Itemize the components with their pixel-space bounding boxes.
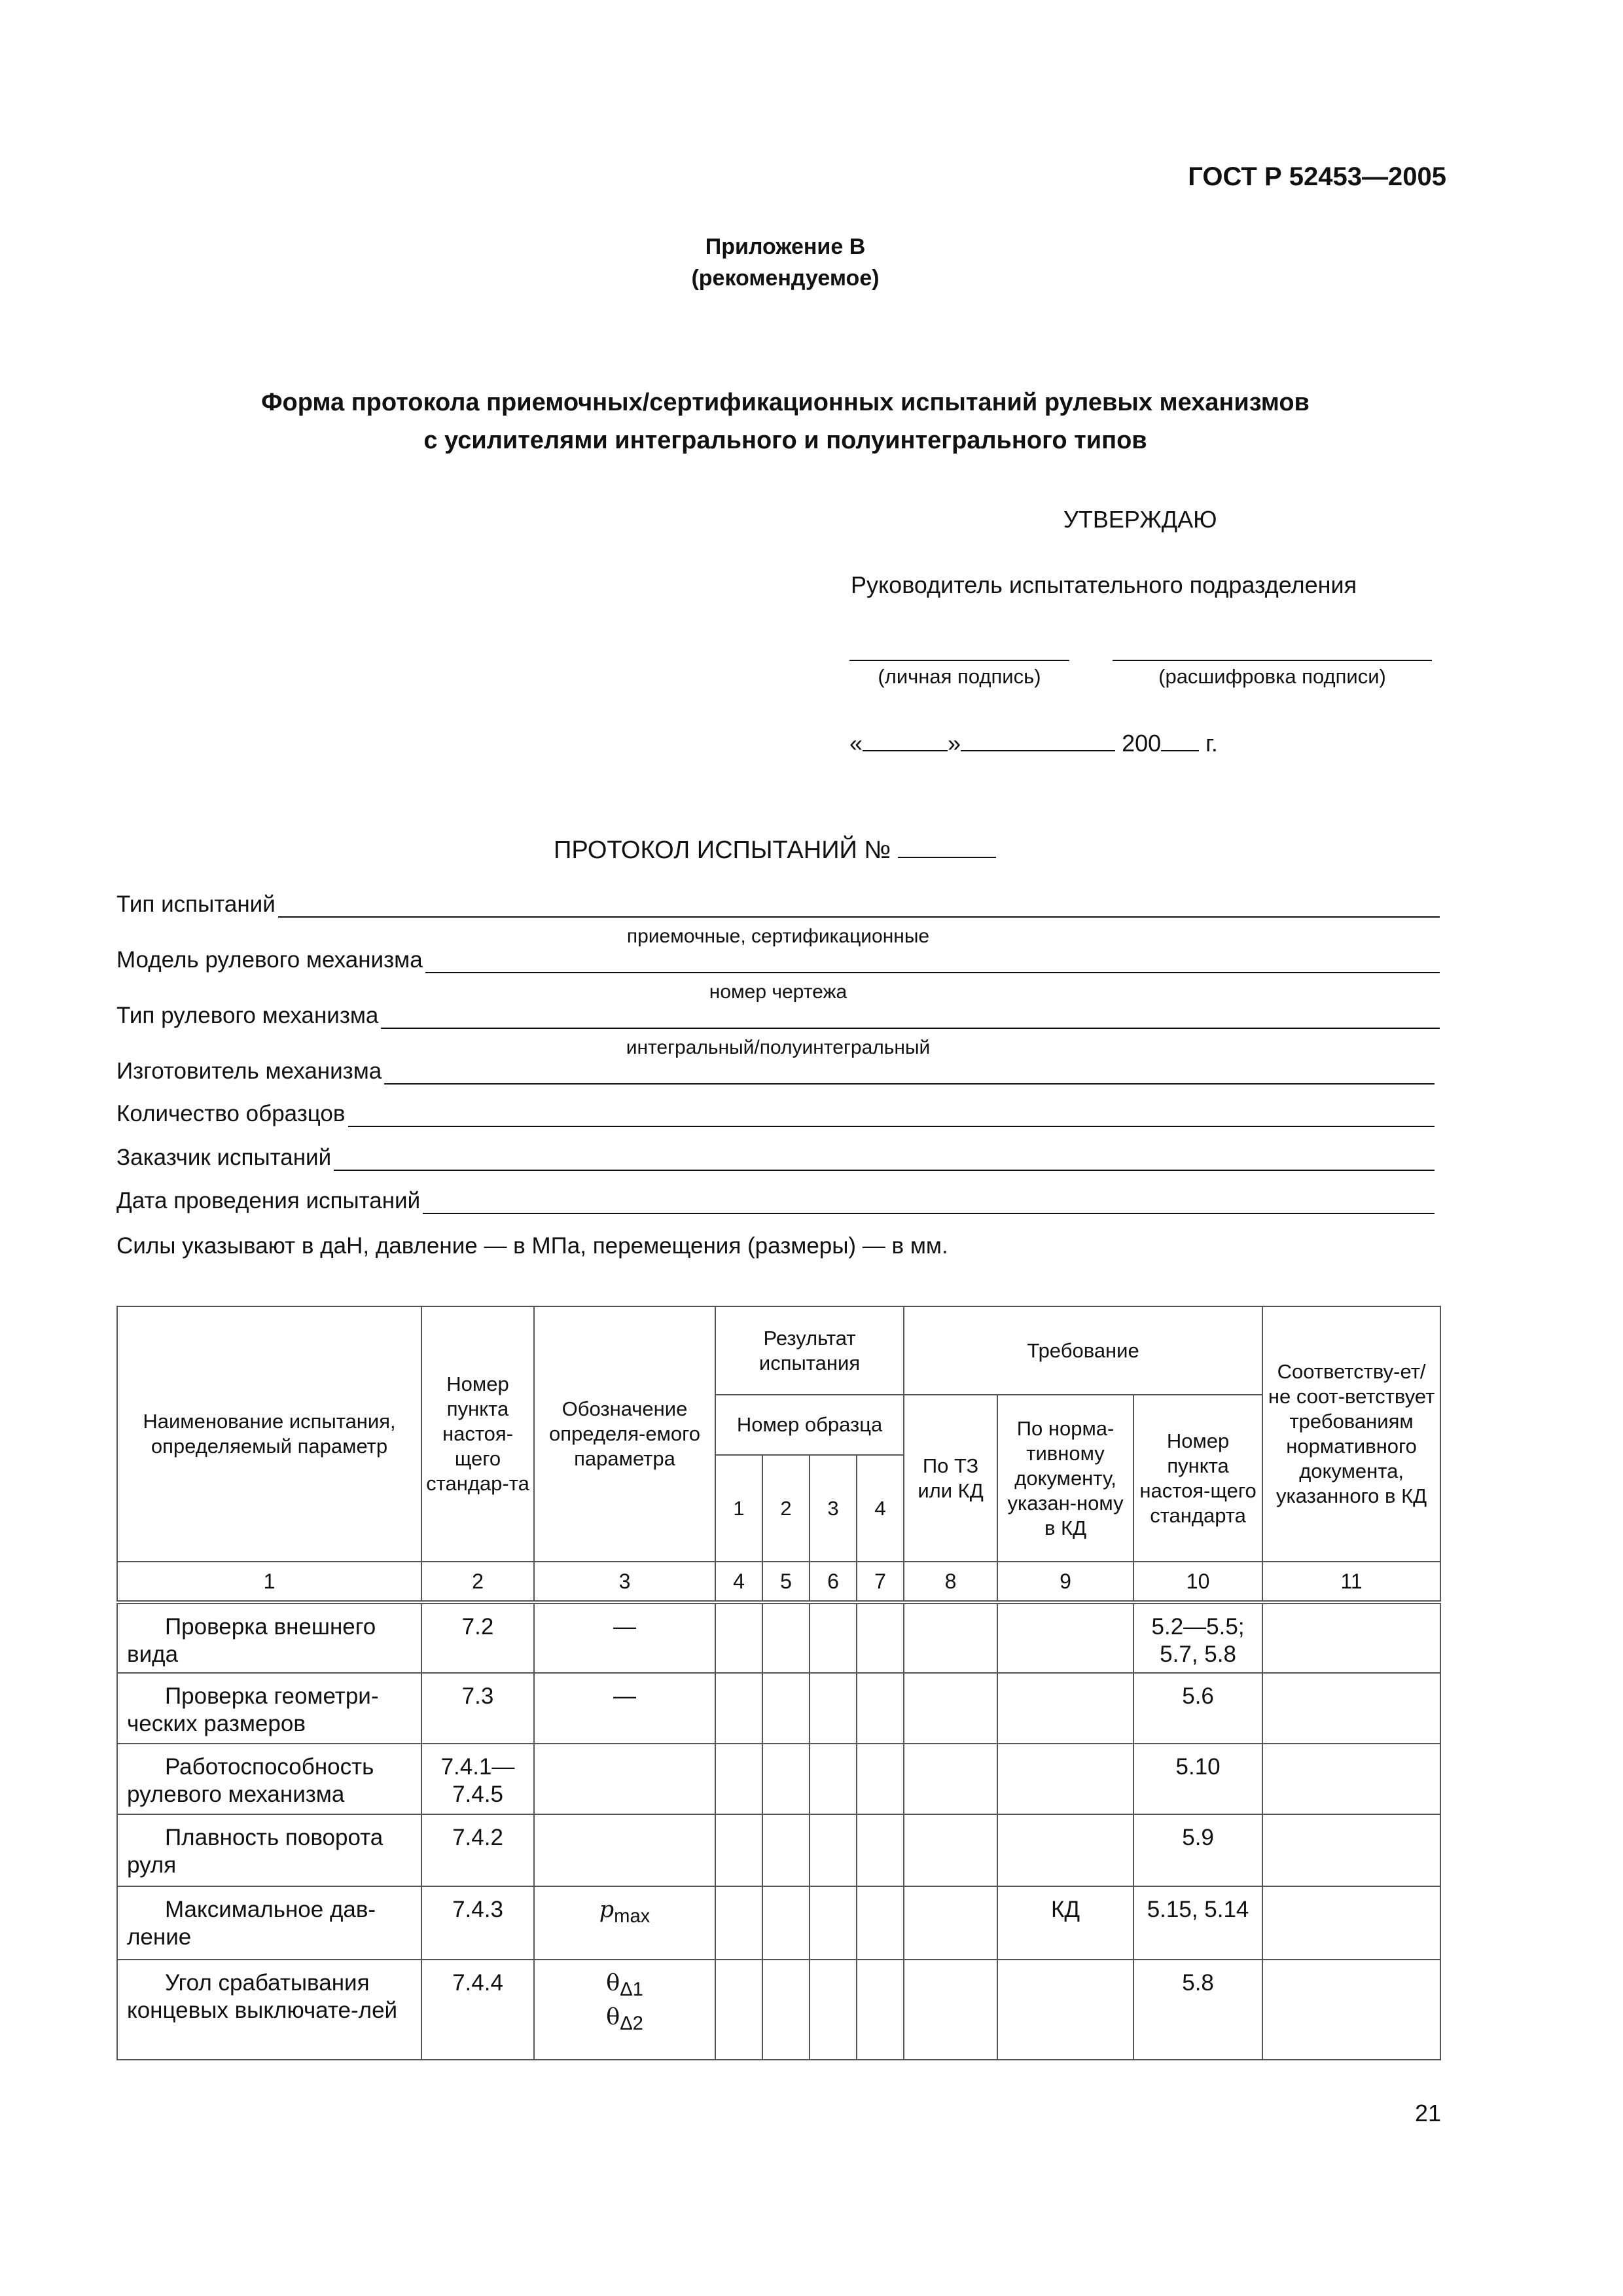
field-blank[interactable]: [423, 1189, 1435, 1214]
field-label: Модель рулевого механизма: [116, 947, 423, 973]
column-number: 9: [997, 1562, 1133, 1602]
year-prefix: 200: [1122, 730, 1162, 757]
sample-4-cell[interactable]: [857, 1673, 904, 1744]
field-label: Количество образцов: [116, 1101, 346, 1126]
clause-cell: 7.4.1— 7.4.5: [421, 1744, 534, 1814]
protocol-number-blank[interactable]: [898, 834, 996, 858]
field-label: Изготовитель механизма: [116, 1058, 382, 1084]
by-norm-cell[interactable]: [997, 1814, 1133, 1886]
day-blank[interactable]: [863, 728, 948, 751]
field-blank[interactable]: [348, 1102, 1435, 1127]
test-name: Работоспособность рулевого механизма: [117, 1744, 421, 1814]
column-number: 7: [857, 1562, 904, 1602]
field-label: Тип рулевого механизма: [116, 1003, 379, 1028]
compliance-cell[interactable]: [1262, 1960, 1440, 2060]
month-blank[interactable]: [961, 728, 1115, 751]
sample-1-cell[interactable]: [715, 1744, 762, 1814]
header-sample-3: 3: [810, 1455, 857, 1562]
date-close-quote: »: [948, 730, 961, 757]
column-number: 4: [715, 1562, 762, 1602]
field-blank[interactable]: [334, 1146, 1435, 1171]
sample-4-cell[interactable]: [857, 1744, 904, 1814]
header-sample-1: 1: [715, 1455, 762, 1562]
sample-3-cell[interactable]: [810, 1602, 857, 1673]
std-clause-cell: 5.10: [1133, 1744, 1262, 1814]
header-sample-2: 2: [762, 1455, 810, 1562]
test-results-table: [116, 1306, 1441, 2060]
form-title-line-2: с усилителями интегрального и полуинтегрального типов: [423, 427, 1147, 454]
appendix-title: Приложение В: [705, 234, 866, 259]
field-blank[interactable]: [381, 1004, 1440, 1029]
by-norm-cell[interactable]: [997, 1744, 1133, 1814]
test-name: Угол срабатывания концевых выключате-лей: [117, 1960, 421, 2060]
clause-cell: 7.2: [421, 1602, 534, 1673]
appendix-status: (рекомендуемое): [691, 266, 880, 291]
designation-cell: —: [534, 1602, 715, 1673]
sample-3-cell[interactable]: [810, 1814, 857, 1886]
table-row: [117, 1744, 1440, 1814]
designation-cell: [534, 1744, 715, 1814]
table-row: [117, 1602, 1440, 1673]
sample-2-cell[interactable]: [762, 1814, 810, 1886]
clause-cell: 7.3: [421, 1673, 534, 1744]
test-name: Максимальное дав- ление: [117, 1886, 421, 1960]
year-blank[interactable]: [1161, 728, 1199, 751]
test-name: Проверка геометри- ческих размеров: [117, 1673, 421, 1744]
table-row: [117, 1814, 1440, 1886]
test-name: Проверка внешнего вида: [117, 1602, 421, 1673]
sample-4-cell[interactable]: [857, 1886, 904, 1960]
field-test-date[interactable]: [116, 1188, 1435, 1214]
column-number: 10: [1133, 1562, 1262, 1602]
sample-1-cell[interactable]: [715, 1814, 762, 1886]
signature-decoding-line[interactable]: [1113, 660, 1432, 661]
field-steering-model[interactable]: [116, 947, 1440, 973]
field-customer[interactable]: [116, 1145, 1435, 1171]
column-number: 6: [810, 1562, 857, 1602]
column-number: 11: [1262, 1562, 1440, 1602]
compliance-cell[interactable]: [1262, 1886, 1440, 1960]
sample-2-cell[interactable]: [762, 1602, 810, 1673]
sample-3-cell[interactable]: [810, 1960, 857, 2060]
by-tz-cell[interactable]: [904, 1814, 997, 1886]
std-clause-cell: 5.8: [1133, 1960, 1262, 2060]
field-manufacturer[interactable]: [116, 1058, 1435, 1085]
sample-3-cell[interactable]: [810, 1886, 857, 1960]
std-clause-cell: 5.2—5.5; 5.7, 5.8: [1133, 1602, 1262, 1673]
column-number-row: [117, 1562, 1440, 1602]
std-clause-cell: 5.15, 5.14: [1133, 1886, 1262, 1960]
compliance-cell[interactable]: [1262, 1744, 1440, 1814]
std-clause-cell: 5.6: [1133, 1673, 1262, 1744]
designation-cell: —: [534, 1673, 715, 1744]
column-number: 8: [904, 1562, 997, 1602]
header-sample-number: Номер образца: [715, 1395, 904, 1455]
header-requirement: Требование: [904, 1306, 1262, 1395]
sample-2-cell[interactable]: [762, 1744, 810, 1814]
sample-1-cell[interactable]: [715, 1602, 762, 1673]
sample-4-cell[interactable]: [857, 1602, 904, 1673]
field-label: Дата проведения испытаний: [116, 1188, 421, 1213]
sample-1-cell[interactable]: [715, 1673, 762, 1744]
by-tz-cell[interactable]: [904, 1673, 997, 1744]
header-test-name: Наименование испытания, определяемый параметр: [117, 1306, 421, 1562]
year-suffix: г.: [1205, 730, 1218, 757]
sample-1-cell[interactable]: [715, 1960, 762, 2060]
table-row: [117, 1960, 1440, 2060]
by-tz-cell[interactable]: [904, 1744, 997, 1814]
field-hint: интегральный/полуинтегральный: [626, 1037, 931, 1058]
sample-1-cell[interactable]: [715, 1886, 762, 1960]
field-hint: приемочные, сертификационные: [626, 925, 930, 947]
table-row: [117, 1886, 1440, 1960]
designation-cell: [534, 1814, 715, 1886]
by-norm-cell[interactable]: [997, 1673, 1133, 1744]
approval-date: [849, 728, 1218, 757]
field-sample-count[interactable]: [116, 1101, 1435, 1127]
table-row: [117, 1673, 1440, 1744]
clause-cell: 7.4.3: [421, 1886, 534, 1960]
sample-3-cell[interactable]: [810, 1744, 857, 1814]
sample-2-cell[interactable]: [762, 1886, 810, 1960]
units-note: Силы указывают в даН, давление — в МПа, перемещения (размеры) — в мм.: [116, 1233, 948, 1259]
compliance-cell[interactable]: [1262, 1602, 1440, 1673]
field-blank[interactable]: [384, 1060, 1435, 1085]
column-number: 3: [534, 1562, 715, 1602]
protocol-title-text: ПРОТОКОЛ ИСПЫТАНИЙ №: [554, 836, 891, 864]
approve-label: УТВЕРЖДАЮ: [1063, 506, 1217, 533]
by-norm-cell: КД: [997, 1886, 1133, 1960]
header-by-tz: По ТЗ или КД: [904, 1395, 997, 1562]
decoding-caption: (расшифровка подписи): [1158, 665, 1386, 688]
field-steering-type[interactable]: [116, 1003, 1440, 1029]
date-open-quote: «: [849, 730, 863, 757]
header-by-norm: По норма-тивному документу, указан-ному в КД: [997, 1395, 1133, 1562]
signature-line[interactable]: [849, 660, 1069, 661]
header-clause: Номер пункта настоя-щего стандар-та: [421, 1306, 534, 1562]
page-number: 21: [1414, 2100, 1441, 2126]
field-blank[interactable]: [278, 893, 1440, 918]
sample-3-cell[interactable]: [810, 1673, 857, 1744]
header-designation: Обозначение определя-емого параметра: [534, 1306, 715, 1562]
std-clause-cell: 5.9: [1133, 1814, 1262, 1886]
compliance-cell[interactable]: [1262, 1814, 1440, 1886]
by-tz-cell[interactable]: [904, 1602, 997, 1673]
field-label: Тип испытаний: [116, 891, 276, 917]
sample-2-cell[interactable]: [762, 1960, 810, 2060]
by-tz-cell[interactable]: [904, 1960, 997, 2060]
by-norm-cell[interactable]: [997, 1602, 1133, 1673]
header-sample-4: 4: [857, 1455, 904, 1562]
compliance-cell[interactable]: [1262, 1673, 1440, 1744]
by-norm-cell[interactable]: [997, 1960, 1133, 2060]
header-result: Результат испытания: [715, 1306, 904, 1395]
header-compliance: Соответству-ет/не соот-ветствует требованиям нормативного документа, указанного в КД: [1262, 1306, 1440, 1562]
sample-2-cell[interactable]: [762, 1673, 810, 1744]
column-number: 5: [762, 1562, 810, 1602]
test-name: Плавность поворота руля: [117, 1814, 421, 1886]
designation-cell: $\theta_{\Delta 1}$ $\theta_{\Delta 2}$: [534, 1960, 715, 2060]
field-test-type[interactable]: [116, 891, 1440, 918]
protocol-title: [554, 834, 996, 865]
field-hint: номер чертежа: [709, 981, 847, 1003]
sample-4-cell[interactable]: [857, 1814, 904, 1886]
clause-cell: 7.4.4: [421, 1960, 534, 2060]
column-number: 2: [421, 1562, 534, 1602]
clause-cell: 7.4.2: [421, 1814, 534, 1886]
header-clause-std: Номер пункта настоя-щего стандарта: [1133, 1395, 1262, 1562]
designation-cell: $p_{max}$: [534, 1886, 715, 1960]
field-label: Заказчик испытаний: [116, 1145, 332, 1170]
head-of-department: Руководитель испытательного подразделения: [851, 571, 1357, 598]
document-code: ГОСТ Р 52453—2005: [1188, 162, 1446, 191]
column-number: 1: [117, 1562, 421, 1602]
form-title-line-1: Форма протокола приемочных/сертификационных испытаний рулевых механизмов: [261, 389, 1310, 416]
sample-4-cell[interactable]: [857, 1960, 904, 2060]
field-blank[interactable]: [425, 948, 1440, 973]
signature-caption: (личная подпись): [878, 665, 1041, 688]
by-tz-cell[interactable]: [904, 1886, 997, 1960]
